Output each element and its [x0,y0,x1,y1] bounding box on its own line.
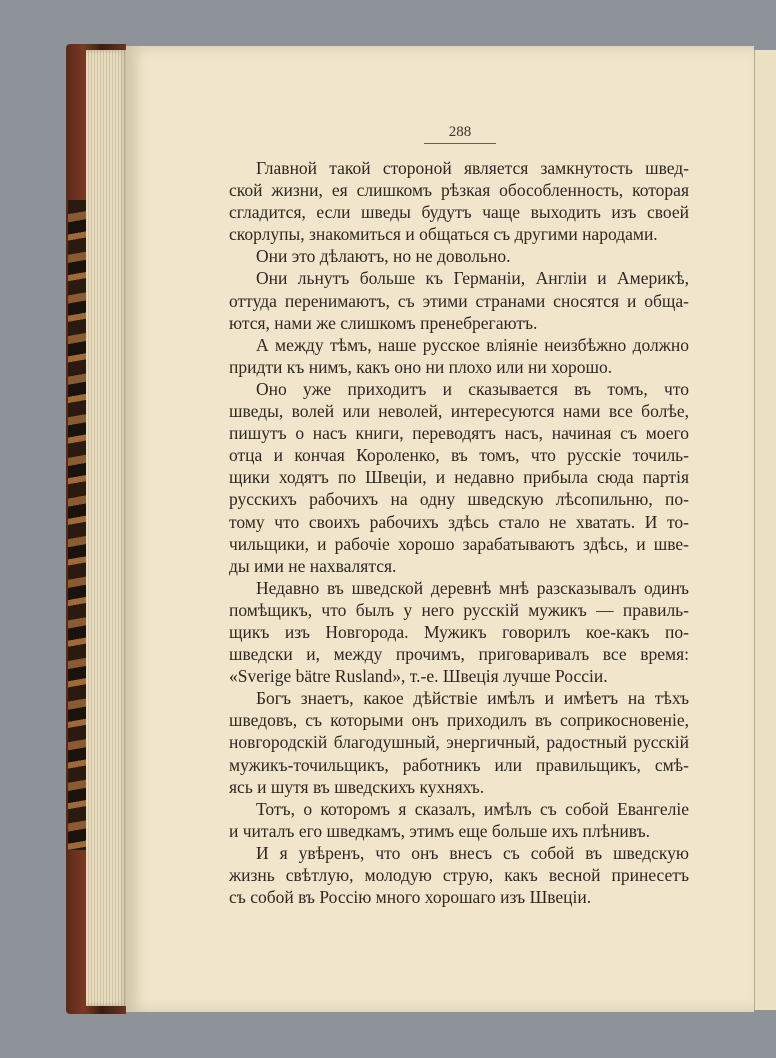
text-line: оттуда перенимаютъ, съ этими странами сносятся и обща- [229,290,689,311]
text-line: Главной такой стороной является замкнутость швед- [256,158,689,178]
text-line: щики ходятъ по Швеціи, и недавно прибыла сюда партія [229,467,689,488]
text-line: ясь и шутя въ шведскихъ кухняхъ. [229,776,485,797]
text-line: Тотъ, о которомъ я сказалъ, имѣлъ съ собой Евангеліе [256,798,689,819]
text-line: Оно уже приходитъ и сказывается въ томъ, что [256,378,689,399]
paragraph [229,577,689,687]
text-line: шведски и, между прочимъ, приговаривалъ все время: [229,644,689,665]
facing-page-edge [754,50,776,1010]
text-line: и читалъ его шведкамъ, этимъ еще больше ихъ плѣнивъ. [229,820,651,841]
text-line: жизнь свѣтлую, молодую струю, какъ весной принесетъ [229,865,689,885]
page-number: 288 [424,124,496,144]
paragraph [229,267,689,333]
text-line: шведовъ, съ которыми онъ приходилъ въ соприкосновеніе, [229,710,689,731]
text-line: ются, нами же слишкомъ пренебрегаютъ. [229,312,538,333]
text-line: Они это дѣлаютъ, но не довольно. [256,246,511,267]
text-line: мужикъ-точильщикъ, работникъ или правильщикъ, смѣ- [229,754,689,775]
text-line: чильщики, и рабочіе хорошо зарабатываютъ здѣсь, и шве- [229,533,689,554]
page-edges [86,50,128,1006]
text-line: придти къ нимъ, какъ оно ни плохо или ни хорошо. [229,356,613,377]
text-line: ды ими не нахвалятся. [229,555,397,576]
text-line: русскихъ рабочихъ на одну шведскую лѣсопильню, по- [229,489,689,510]
text-line: Недавно въ шведской деревнѣ мнѣ разсказывалъ одинъ [256,577,689,598]
text-line: Богъ знаетъ, какое дѣйствіе имѣлъ и имѣетъ на тѣхъ [256,688,689,709]
text-line: Они льнутъ больше къ Германіи, Англіи и Америкѣ, [256,268,689,289]
text-line: И я увѣренъ, что онъ внесъ съ собой въ шведскую [256,842,689,863]
marbled-board [68,200,86,850]
text-line: новгородскій благодушный, энергичный, радостный русскій [229,732,689,753]
paragraph [229,798,689,842]
text-line: шведы, волей или неволей, интересуются нами все болѣе, [229,401,689,422]
paragraph [229,687,689,797]
text-line: А между тѣмъ, наше русское вліяніе неизбѣжно должно [256,334,689,355]
paragraph [229,157,689,245]
text-line: щикъ изъ Новгорода. Мужикъ говорилъ кое-какъ по- [229,621,689,642]
paragraph [229,334,689,378]
text-line: отца и кончая Короленко, въ томъ, что русскіе точиль- [229,445,689,466]
paragraph [229,842,689,908]
text-line: помѣщикъ, что былъ у него русскій мужикъ — правиль- [229,599,689,620]
paragraph [229,378,689,577]
text-line: скорлупы, знакомиться и общаться съ другими народами. [229,224,658,245]
text-line: «Sverige bätre Rusland», т.-е. Швеція лучше Россіи. [229,666,608,687]
text-line: сгладится, если шведы будутъ чаще выходить изъ своей [229,202,689,223]
text-line: ской жизни, ея слишкомъ рѣзкая обособленность, которая [229,180,689,201]
body-text [229,157,689,908]
text-line: съ собой въ Россію много хорошаго изъ Швеціи. [229,887,592,908]
text-line: тому что своихъ рабочихъ здѣсь стало не хватать. И то- [229,511,689,532]
paragraph [229,245,689,267]
text-line: пишутъ о насъ книги, переводятъ насъ, начиная съ моего [229,423,689,444]
